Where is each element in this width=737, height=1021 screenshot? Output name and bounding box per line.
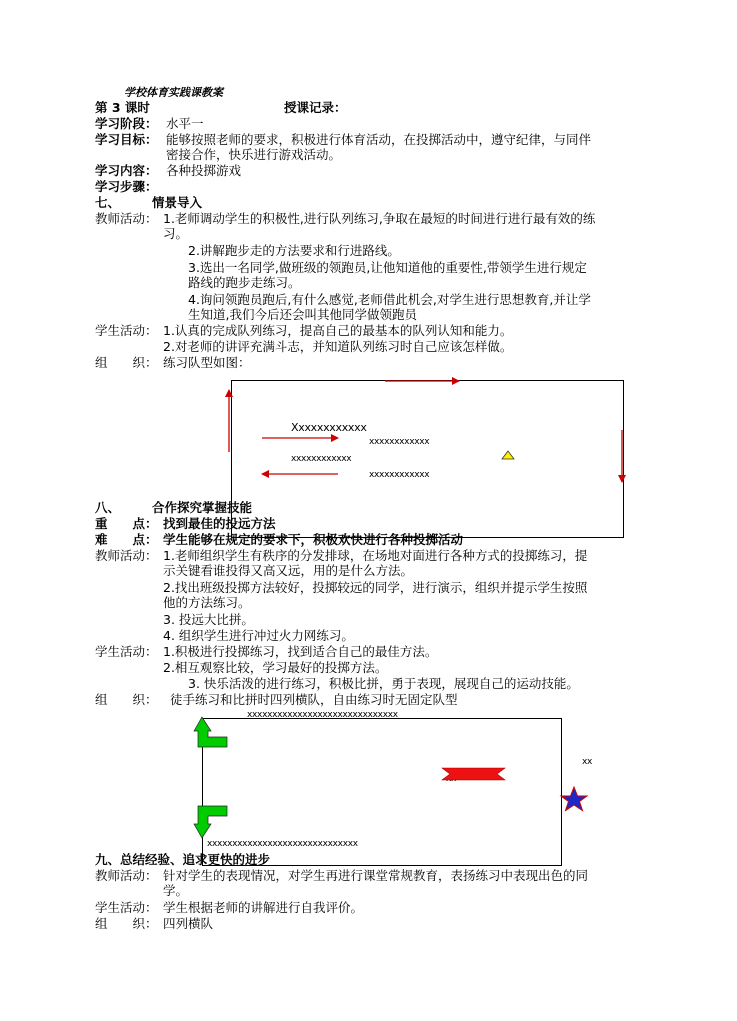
formation-row-4: xxxxxxxxxxxx xyxy=(369,470,430,480)
s8-teacher-4: 4. 组织学生进行冲过火力网练习。 xyxy=(163,628,354,643)
red-flag xyxy=(442,768,505,780)
goal-label: 学习目标： xyxy=(95,132,158,147)
s8-org-value: 徒手练习和比拼时四列横队，自由练习时无固定队型 xyxy=(170,692,458,707)
formation-row-2: xxxxxxxxxxxx xyxy=(369,437,430,447)
goal-line-1: 能够按照老师的要求，积极进行体育活动，在投掷活动中，遵守纪律，与同伴 xyxy=(166,132,592,147)
section8-title: 合作探究掌握技能 xyxy=(152,500,253,515)
lesson-number: 第 3 课时 xyxy=(95,100,150,115)
field-right-xx: xx xyxy=(582,757,593,767)
star-marker xyxy=(561,787,587,811)
difficulty-value: 学生能够在规定的要求下，积极欢快进行各种投掷活动 xyxy=(163,532,464,547)
s8-student-1: 1.积极进行投掷练习，找到适合自己的最佳方法。 xyxy=(163,644,438,659)
s7-teacher-3b: 路线的跑步走练习。 xyxy=(188,275,301,290)
record-label: 授课记录： xyxy=(284,100,347,115)
s7-org-label: 组 织： xyxy=(95,355,158,370)
s7-student-2: 2.对老师的讲评充满斗志，并知道队列练习时自己应该怎样做。 xyxy=(163,339,513,354)
steps-label: 学习步骤： xyxy=(95,179,158,194)
s8-teacher-label: 教师活动： xyxy=(95,548,158,563)
s8-student-2: 2.相互观察比较，学习最好的投掷方法。 xyxy=(163,660,388,675)
s8-teacher-3: 3. 投远大比拼。 xyxy=(163,612,254,627)
section9-title: 九、总结经验、追求更快的进步 xyxy=(95,852,271,867)
field-top-row: xxxxxxxxxxxxxxxxxxxxxxxxxxxxxx xyxy=(247,710,398,720)
s9-org-value: 四列横队 xyxy=(163,916,214,931)
s7-teacher-2: 2.讲解跑步走的方法要求和行进路线。 xyxy=(188,243,400,258)
s7-teacher-4a: 4.询问领跑员跑后,有什么感觉,老师借此机会,对学生进行思想教育,并让学 xyxy=(188,292,591,307)
key-point-label: 重 点： xyxy=(95,516,158,531)
s9-teacher-1a: 针对学生的表现情况，对学生再进行课堂常规教育，表扬练习中表现出色的同 xyxy=(163,868,589,883)
section7-number: 七、 xyxy=(95,195,121,210)
formation-row-1: Xxxxxxxxxxxx xyxy=(291,421,367,434)
s7-teacher-3a: 3.选出一名同学,做班级的领跑员,让他知道他的重要性,带领学生进行规定 xyxy=(188,260,587,275)
green-corner-top xyxy=(194,717,227,747)
goal-line-2: 密接合作，快乐进行游戏活动。 xyxy=(166,147,342,162)
s7-student-1: 1.认真的完成队列练习，提高自己的最基本的队列认知和能力。 xyxy=(163,323,513,338)
document-header: 学校体育实践课教案 xyxy=(124,86,223,99)
content-value: 各种投掷游戏 xyxy=(166,163,242,178)
s7-org-value: 练习队型如图： xyxy=(163,355,251,370)
s8-teacher-2a: 2.找出班级投掷方法较好，投掷较远的同学，进行演示，组织并提示学生按照 xyxy=(163,580,588,595)
section7-title: 情景导入 xyxy=(152,195,203,210)
stage-label: 学习阶段： xyxy=(95,116,158,131)
s7-teacher-1a: 1.老师调动学生的积极性,进行队列练习,争取在最短的时间进行进行最有效的练 xyxy=(163,211,596,226)
s9-org-label: 组 织： xyxy=(95,916,158,931)
s9-teacher-label: 教师活动： xyxy=(95,868,158,883)
s8-teacher-1a: 1.老师组织学生有秩序的分发排球，在场地对面进行各种方式的投掷练习，提 xyxy=(163,548,588,563)
s7-teacher-label: 教师活动： xyxy=(95,211,158,226)
stage-value: 水平一 xyxy=(166,116,204,131)
key-point-value: 找到最佳的投远方法 xyxy=(163,516,276,531)
s9-student-1: 学生根据老师的讲解进行自我评价。 xyxy=(163,900,364,915)
s9-teacher-1b: 学。 xyxy=(163,883,189,898)
s7-teacher-4b: 生知道,我们今后还会叫其他同学做领跑员 xyxy=(188,307,417,322)
content-label: 学习内容： xyxy=(95,163,158,178)
field-bottom-row: xxxxxxxxxxxxxxxxxxxxxxxxxxxxxx xyxy=(207,839,358,849)
triangle-marker xyxy=(502,451,514,459)
s8-teacher-1b: 示关键看谁投得又高又远，用的是什么方法。 xyxy=(163,563,414,578)
s8-student-3: 3. 快乐活泼的进行练习，积极比拼，勇于表现，展现自己的运动技能。 xyxy=(188,676,579,691)
s8-teacher-2b: 他的方法练习。 xyxy=(163,595,251,610)
s7-student-label: 学生活动： xyxy=(95,323,158,338)
s8-student-label: 学生活动： xyxy=(95,644,158,659)
difficulty-label: 难 点： xyxy=(95,532,158,547)
s9-student-label: 学生活动： xyxy=(95,900,158,915)
s8-org-label: 组 织： xyxy=(95,692,158,707)
formation-row-3: xxxxxxxxxxxx xyxy=(291,454,352,464)
s7-teacher-1b: 习。 xyxy=(163,226,189,241)
section8-number: 八、 xyxy=(95,500,121,515)
green-corner-bottom xyxy=(194,806,227,838)
